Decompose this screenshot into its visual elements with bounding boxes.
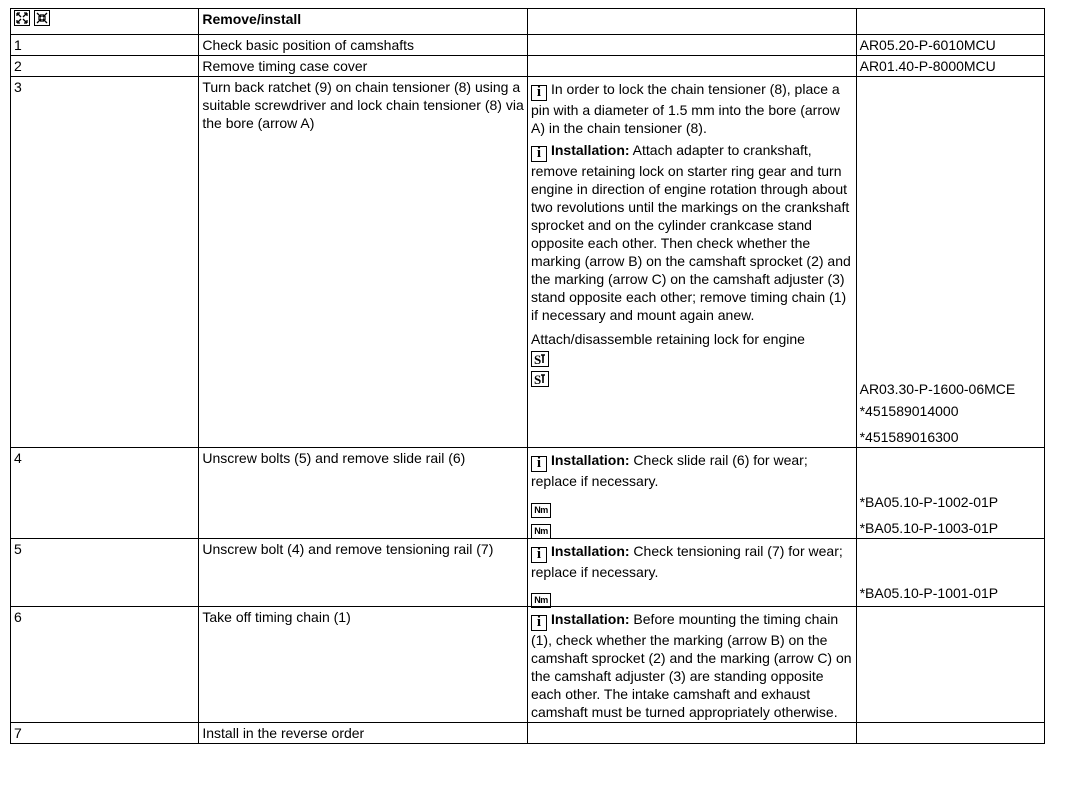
installation-label: Installation: — [550, 452, 630, 468]
step-reference-cell — [856, 723, 1044, 744]
step-number: 3 — [11, 77, 199, 448]
step-reference-link[interactable]: AR05.20-P-6010MCU — [856, 35, 1044, 56]
step-reference-cell — [856, 77, 1044, 448]
torque-nm-icon[interactable]: Nm — [531, 503, 551, 518]
step-number: 5 — [11, 539, 199, 607]
tool-number-link[interactable]: *451589016300 — [859, 429, 959, 445]
info-icon: i — [531, 615, 547, 631]
step-note — [527, 56, 856, 77]
table-row — [11, 77, 1045, 448]
header-title: Remove/install — [199, 9, 528, 35]
table-row — [11, 539, 1045, 607]
header-icons-cell — [11, 9, 199, 35]
tool-number-link[interactable]: *451589014000 — [859, 403, 959, 419]
tool-line — [531, 370, 853, 388]
torque-line — [531, 585, 853, 605]
step-number: 4 — [11, 448, 199, 539]
header-col3 — [856, 9, 1044, 35]
torque-reference-link[interactable]: *BA05.10-P-1002-01P — [859, 494, 999, 510]
step-note — [527, 77, 856, 448]
step-reference-cell — [856, 607, 1044, 723]
step-text: Unscrew bolt (4) and remove tensioning rail (7) — [199, 539, 528, 607]
step-reference-link[interactable]: AR01.40-P-8000MCU — [856, 56, 1044, 77]
step-note — [527, 607, 856, 723]
note-text: Before mounting the timing chain (1), check whether the marking (arrow B) on the camshaft sprocket (2) and the marking (arrow C) on the camshaft adjuster (3) are standing opposite each other. The intake camshaft and exhaust camshaft must be turned appropriately otherwise. — [530, 611, 852, 720]
table-row — [11, 607, 1045, 723]
header-row — [11, 9, 1045, 35]
step-text: Install in the reverse order — [199, 723, 528, 744]
info-icon: i — [531, 146, 547, 162]
procedure-table — [10, 8, 1045, 744]
step-text: Remove timing case cover — [199, 56, 528, 77]
torque-nm-icon[interactable]: Nm — [531, 524, 551, 539]
step-reference-link[interactable]: AR03.30-P-1600-06MCE — [859, 381, 1016, 397]
step-number: 2 — [11, 56, 199, 77]
info-icon: i — [531, 547, 547, 563]
installation-label: Installation: — [550, 611, 630, 627]
torque-reference-link[interactable]: *BA05.10-P-1001-01P — [859, 585, 999, 601]
step-number: 6 — [11, 607, 199, 723]
step-text: Take off timing chain (1) — [199, 607, 528, 723]
note-text: In order to lock the chain tensioner (8), place a pin with a diameter of 1.5 mm into the bore (arrow A) in the chain tensioner (8). — [530, 81, 840, 136]
collapse-icon[interactable] — [34, 10, 50, 26]
note-paragraph — [531, 80, 853, 137]
installation-label: Installation: — [550, 543, 630, 559]
table-row — [11, 723, 1045, 744]
svg-text:S: S — [533, 352, 542, 366]
step-note — [527, 723, 856, 744]
table-row — [11, 56, 1045, 77]
special-tool-icon[interactable] — [531, 351, 549, 367]
torque-line — [531, 516, 853, 536]
note-text: Check slide rail (6) for wear; replace if necessary. — [530, 452, 808, 489]
note-paragraph — [531, 141, 853, 324]
torque-reference-link[interactable]: *BA05.10-P-1003-01P — [859, 520, 999, 536]
step-number: 7 — [11, 723, 199, 744]
special-tool-icon[interactable] — [531, 371, 549, 387]
note-text: Check tensioning rail (7) for wear; replace if necessary. — [530, 543, 843, 580]
step-text: Check basic position of camshafts — [199, 35, 528, 56]
torque-nm-icon[interactable]: Nm — [531, 593, 551, 608]
torque-line — [531, 494, 853, 516]
tool-line — [531, 348, 853, 370]
step-text: Unscrew bolts (5) and remove slide rail (6) — [199, 448, 528, 539]
info-icon: i — [531, 85, 547, 101]
retaining-lock-text: Attach/disassemble retaining lock for engine — [530, 331, 805, 347]
svg-text:S: S — [533, 372, 542, 386]
step-text: Turn back ratchet (9) on chain tensioner (8) using a suitable screwdriver and lock chain tensioner (8) via the bore (arrow A) — [199, 77, 528, 448]
note-text: Attach adapter to crankshaft, remove retaining lock on starter ring gear and turn engine in direction of engine rotation through about two revolutions until the markings on the crankshaft sprocket and on the cylinder crankcase stand opposite each other. Then check whether the marking (arrow B) on the camshaft sprocket (2) and the marking (arrow C) on the camshaft adjuster (3) stand opposite each other; remove timing chain (1) if necessary and mount again anew. — [530, 142, 851, 323]
step-note — [527, 539, 856, 607]
installation-label: Installation: — [550, 142, 630, 158]
note-paragraph — [531, 610, 853, 721]
step-note — [527, 35, 856, 56]
step-reference-cell — [856, 448, 1044, 539]
note-paragraph — [531, 542, 853, 581]
table-row — [11, 448, 1045, 539]
step-number: 1 — [11, 35, 199, 56]
table-row — [11, 35, 1045, 56]
step-note — [527, 448, 856, 539]
step-reference-cell — [856, 539, 1044, 607]
header-col2 — [527, 9, 856, 35]
info-icon: i — [531, 456, 547, 472]
note-paragraph — [531, 451, 853, 490]
expand-icon[interactable] — [14, 10, 30, 26]
